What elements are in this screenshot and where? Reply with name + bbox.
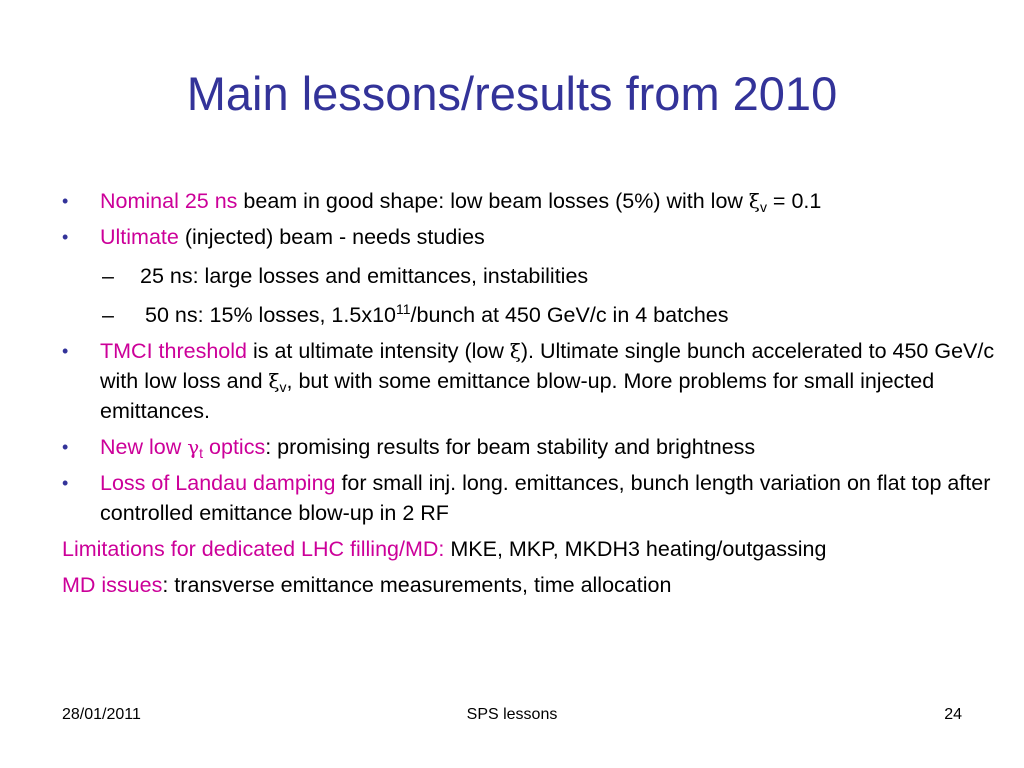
body-text: for small inj. long. emittances, bunch length variation on flat top after controlled emittance blow-up in 2 RF <box>100 471 991 525</box>
body-text: , but with some emittance blow-up. More problems for small injected emittances. <box>100 369 935 423</box>
subscript: t <box>199 445 204 461</box>
subscript: v <box>759 199 767 215</box>
bullet-item-new-optics <box>62 432 1002 462</box>
bullet-item-nominal-25ns <box>62 186 1002 216</box>
body-text: 25 ns: large losses and emittances, instabilities <box>140 264 589 288</box>
dash-icon: – <box>102 264 114 288</box>
slide-body <box>62 186 1002 600</box>
footer-date: 28/01/2011 <box>62 706 141 723</box>
bullet-icon: • <box>62 437 69 457</box>
paragraph-limitations <box>62 534 1002 564</box>
body-text: ). Ultimate single bunch accelerated to 450 GeV/c with low loss and <box>100 339 995 393</box>
slide-title: Main lessons/results from 2010 <box>186 67 838 120</box>
highlight-text: New low <box>100 435 188 459</box>
body-text: (injected) beam - needs studies <box>178 225 485 249</box>
sub-item-25ns <box>62 261 1002 291</box>
footer-page-number: 24 <box>944 706 962 723</box>
bullet-item-tmci <box>62 336 1002 426</box>
bullet-icon: • <box>62 341 69 361</box>
dash-icon: – <box>102 303 114 327</box>
gamma-symbol: γ <box>187 435 200 459</box>
footer-title: SPS lessons <box>466 706 558 723</box>
bullet-icon: • <box>62 227 69 247</box>
highlight-text: MD issues <box>62 573 163 597</box>
highlight-text: TMCI threshold <box>100 339 247 363</box>
xi-symbol: ξ <box>748 189 760 213</box>
bullet-icon: • <box>62 473 69 493</box>
highlight-text: Ultimate <box>100 225 179 249</box>
xi-symbol: ξ <box>268 369 280 393</box>
body-text: = 0.1 <box>766 189 822 213</box>
superscript: 11 <box>396 301 411 317</box>
highlight-text: optics <box>203 435 266 459</box>
body-text: 50 ns: 15% losses, 1.5x10 <box>145 303 396 327</box>
body-text: : transverse emittance measurements, time allocation <box>162 573 672 597</box>
bullet-item-landau <box>62 468 1002 528</box>
sub-item-50ns <box>62 300 1002 330</box>
paragraph-md-issues <box>62 570 1002 600</box>
body-text: : promising results for beam stability and brightness <box>265 435 756 459</box>
bullet-icon: • <box>62 191 69 211</box>
highlight-text: Loss of Landau damping <box>100 471 336 495</box>
highlight-text: Nominal 25 ns <box>100 189 238 213</box>
highlight-text: Limitations for dedicated LHC filling/MD: <box>62 537 445 561</box>
bullet-item-ultimate <box>62 222 1002 252</box>
subscript: v <box>279 379 287 395</box>
body-text: is at ultimate intensity (low <box>246 339 510 363</box>
xi-symbol: ξ <box>509 339 521 363</box>
body-text: MKE, MKP, MKDH3 heating/outgassing <box>444 537 827 561</box>
body-text: beam in good shape: low beam losses (5%) with low <box>237 189 749 213</box>
body-text: /bunch at 450 GeV/c in 4 batches <box>410 303 729 327</box>
